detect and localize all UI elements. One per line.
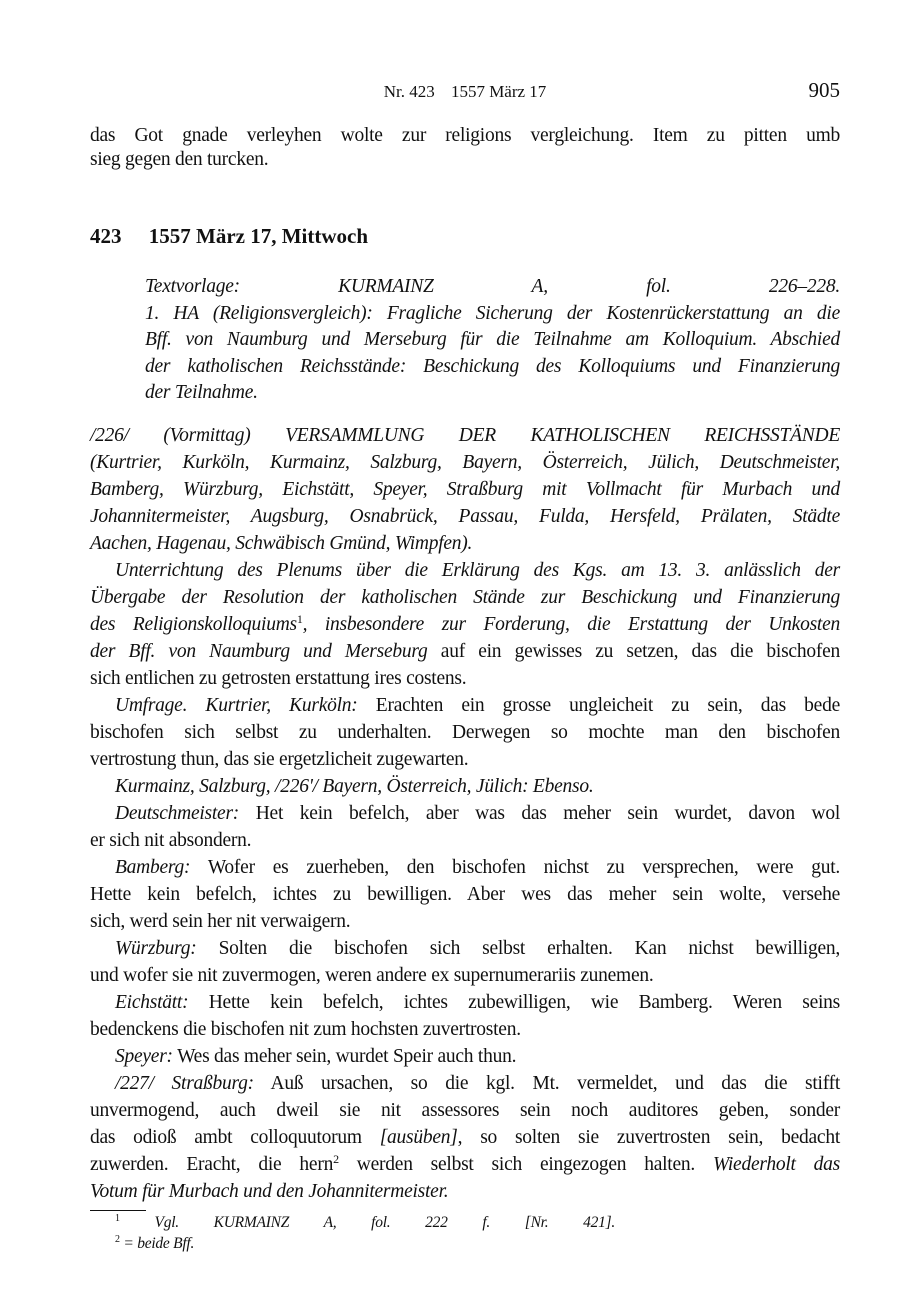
text-line	[90, 881, 840, 908]
italic-text: der Bff. von Naumburg und Merseburg	[90, 641, 428, 662]
text-line	[145, 301, 840, 328]
running-head	[90, 80, 840, 108]
continued-paragraph	[90, 124, 840, 172]
text-line	[90, 989, 840, 1016]
text: sieg gegen den turcken.	[90, 149, 269, 170]
text: Wofer es zuerheben, den bischofen nichst zu versprechen, were gut.	[190, 857, 840, 878]
page-number: 905	[808, 78, 840, 102]
footnote-marker: 1	[115, 1213, 120, 1224]
italic-text: Würzburg:	[115, 938, 197, 959]
text-line	[90, 773, 840, 800]
text-line	[115, 1233, 615, 1254]
italic-text: Eichstätt:	[115, 992, 189, 1013]
text-line	[90, 530, 840, 557]
text-line	[90, 1124, 840, 1151]
italic-text: Bamberg:	[115, 857, 191, 878]
text: auf ein gewisses zu setzen, das die bischofen	[427, 641, 840, 662]
text-line	[90, 692, 840, 719]
footnotes	[115, 1212, 615, 1254]
text-line	[90, 962, 840, 989]
text-line	[145, 354, 840, 381]
text: zuwerden. Eracht, die hern	[90, 1154, 334, 1175]
italic-text: Bff. von Naumburg und Merseburg für die Teilnahme am Kolloquium. Abschied	[145, 329, 840, 350]
paragraph	[90, 422, 840, 557]
entry-number: 423	[90, 224, 122, 248]
text: Auß ursachen, so die kgl. Mt. vermeldet, und das die stifft	[253, 1073, 840, 1094]
text-line	[90, 476, 840, 503]
italic-text: , insbesondere zur Forderung, die Erstattung der Unkosten	[302, 614, 840, 635]
text-line	[90, 124, 840, 148]
paragraph	[90, 935, 840, 989]
text-line	[90, 719, 840, 746]
paragraph	[90, 692, 840, 773]
text: bischofen sich selbst zu underhalten. Derwegen so mochte man den bischofen	[90, 722, 840, 743]
text: unvermogend, auch dweil sie nit assessores sein noch auditores geben, sonder	[90, 1100, 840, 1121]
text-line	[90, 908, 840, 935]
italic-text: Deutschmeister:	[115, 803, 240, 824]
text-line	[90, 827, 840, 854]
italic-text: Vgl. KURMAINZ A, fol. 222 f. [Nr. 421].	[119, 1214, 615, 1231]
text: sich entlichen zu getrosten erstattung ires costens.	[90, 668, 467, 689]
paragraph	[90, 800, 840, 854]
text: bedenckens die bischofen nit zum hochsten zuvertrosten.	[90, 1019, 521, 1040]
text-line	[90, 611, 840, 638]
italic-text: Textvorlage: KURMAINZ A, fol. 226–228.	[145, 276, 840, 297]
italic-text: der Teilnahme.	[145, 382, 258, 403]
footnote-marker: 2	[333, 1152, 339, 1166]
italic-text: = beide Bff.	[119, 1235, 195, 1252]
text-line	[90, 638, 840, 665]
text-line	[90, 935, 840, 962]
text: das odioß ambt colloquutorum	[90, 1127, 380, 1148]
text-line	[90, 449, 840, 476]
text: vertrostung thun, das sie ergetzlicheit zugewarten.	[90, 749, 469, 770]
italic-text: Übergabe der Resolution der katholischen Stände zur Beschickung und Finanzierung	[90, 587, 840, 608]
paragraph	[90, 854, 840, 935]
text-line	[90, 148, 840, 172]
paragraph	[90, 1070, 840, 1205]
entry-date: 1557 März 17, Mittwoch	[148, 224, 369, 248]
italic-text: Kurmainz, Salzburg, /226'/ Bayern, Österreich, Jülich: Ebenso.	[115, 776, 594, 797]
text: Het kein befelch, aber was das meher sein wurdet, davon wol	[239, 803, 840, 824]
text-line	[90, 1097, 840, 1124]
italic-text: Unterrichtung des Plenums über die Erklärung des Kgs. am 13. 3. anlässlich der	[115, 560, 840, 581]
text-line	[145, 380, 840, 407]
text-line	[145, 327, 840, 354]
text: , so solten sie zuvertrosten sein, bedacht	[457, 1127, 840, 1148]
text-line	[90, 665, 840, 692]
body-text	[90, 422, 840, 1205]
text: Wes das meher sein, wurdet Speir auch thun.	[172, 1046, 517, 1067]
text: Erachten ein grosse ungleicheit zu sein, das bede	[357, 695, 840, 716]
italic-text: 1. HA (Religionsvergleich): Fragliche Sicherung der Kostenrückerstattung an die	[145, 302, 840, 324]
text: Hette kein befelch, ichtes zubewilligen, wie Bamberg. Weren seins	[188, 992, 840, 1013]
text: sich, werd sein her nit verwaigern.	[90, 911, 351, 932]
paragraph	[90, 1043, 840, 1070]
italic-text: der katholischen Reichsstände: Beschickung des Kolloquiums und Finanzierung	[145, 355, 840, 377]
footnote-divider	[90, 1210, 146, 1211]
text: das Got gnade verleyhen wolte zur religions vergleichung. Item zu pitten umb	[90, 125, 840, 146]
italic-text: Wiederholt das	[712, 1154, 840, 1175]
text-line	[90, 800, 840, 827]
text-line	[90, 503, 840, 530]
text-line	[90, 1178, 840, 1205]
text-line	[145, 274, 840, 301]
italic-text: Umfrage. Kurtrier, Kurköln:	[115, 695, 358, 716]
text-line	[90, 1070, 840, 1097]
text-line	[90, 1043, 840, 1070]
paragraph	[90, 557, 840, 692]
text: und wofer sie nit zuvermogen, weren andere ex supernumerariis zunemen.	[90, 965, 654, 986]
italic-text: (Kurtrier, Kurköln, Kurmainz, Salzburg, Bayern, Österreich, Jülich, Deutschmeister,	[90, 452, 840, 473]
text: werden selbst sich eingezogen halten.	[338, 1154, 713, 1175]
text-line	[90, 1016, 840, 1043]
italic-text: des Religionskolloquiums	[90, 614, 297, 635]
text-line	[90, 584, 840, 611]
italic-text: [ausüben]	[379, 1127, 458, 1148]
italic-text: /227/ Straßburg:	[115, 1073, 254, 1094]
italic-text: /226/ (Vormittag) VERSAMMLUNG DER KATHOLISCHEN REICHSSTÄNDE	[90, 425, 840, 446]
text: Hette kein befelch, ichtes zu bewilligen. Aber wes das meher sein wolte, versehe	[90, 884, 840, 905]
italic-text: Johannitermeister, Augsburg, Osnabrück, Passau, Fulda, Hersfeld, Prälaten, Städte	[90, 506, 840, 527]
text-line	[90, 422, 840, 449]
italic-text: Bamberg, Würzburg, Eichstätt, Speyer, Straßburg mit Vollmacht für Murbach und	[90, 479, 840, 500]
text: Solten die bischofen sich selbst erhalten. Kan nichst bewilligen,	[196, 938, 840, 959]
italic-text: Speyer:	[115, 1046, 173, 1067]
source-and-summary	[145, 274, 840, 407]
document-date: 1557 März 17	[450, 82, 547, 101]
italic-text: Votum für Murbach und den Johannitermeister.	[90, 1181, 449, 1202]
document-number: Nr. 423	[383, 82, 435, 101]
italic-text: Aachen, Hagenau, Schwäbisch Gmünd, Wimpfen).	[90, 533, 473, 554]
text-line	[90, 1151, 840, 1178]
text: er sich nit absondern.	[90, 830, 252, 851]
text-line	[115, 1212, 615, 1233]
text-line	[90, 746, 840, 773]
text-line	[90, 557, 840, 584]
footnote-marker: 2	[115, 1234, 120, 1245]
paragraph	[90, 989, 840, 1043]
text-line	[90, 854, 840, 881]
paragraph	[90, 773, 840, 800]
footnote-marker: 1	[296, 612, 303, 626]
entry-heading	[90, 224, 368, 249]
